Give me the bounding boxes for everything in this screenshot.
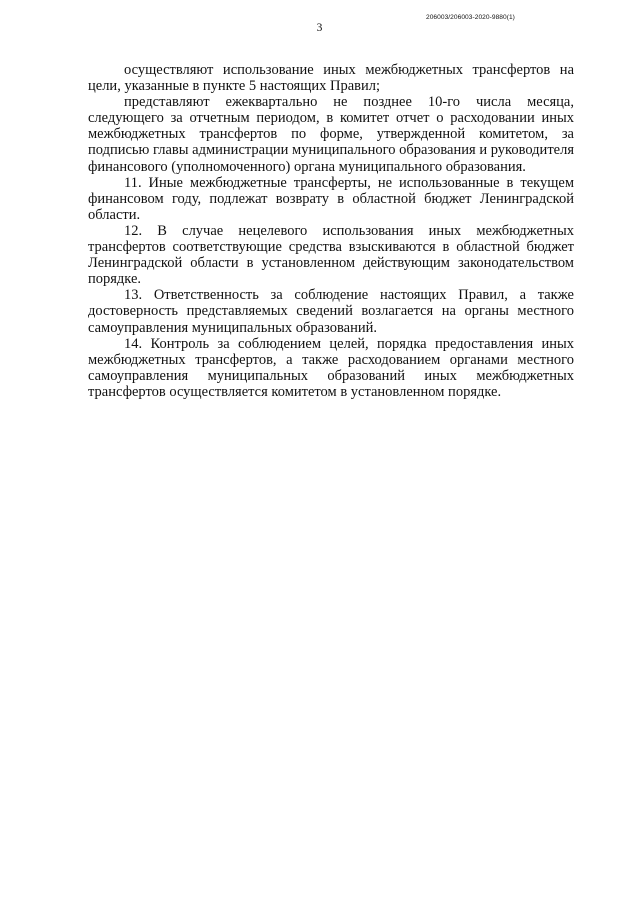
document-body bbox=[88, 62, 574, 400]
document-code: 206003/206003-2020-9880(1) bbox=[426, 14, 515, 21]
paragraph-usage-obligation: осуществляют использование иных межбюджетных трансфертов на цели, указанные в пункте 5 настоящих Правил; bbox=[88, 62, 574, 95]
paragraph-12-misuse-recovery: 12. В случае нецелевого использования иных межбюджетных трансфертов соответствующие средства взыскиваются в областной бюджет Ленинградской области в установленном действующим законодательством порядке. bbox=[88, 222, 574, 288]
page-number: 3 bbox=[316, 22, 323, 34]
paragraph-13-responsibility: 13. Ответственность за соблюдение настоящих Правил, а также достоверность представляемых сведений возлагается на органы местного самоуправления муниципальных образований. bbox=[88, 287, 574, 336]
paragraph-11-unused-return: 11. Иные межбюджетные трансферты, не использованные в текущем финансовом году, подлежат возврату в областной бюджет Ленинградской области. bbox=[88, 174, 574, 223]
paragraph-14-control: 14. Контроль за соблюдением целей, порядка предоставления иных межбюджетных трансфертов, а также расходованием органами местного самоуправления муниципальных образований иных межбюджетных трансфертов осуществляется комитетом в установленном порядке. bbox=[88, 335, 574, 400]
paragraph-quarterly-report: представляют ежеквартально не позднее 10-го числа месяца, следующего за отчетным периодом, в комитет отчет о расходовании иных межбюджетных трансфертов по форме, утвержденной комитетом, за подписью главы администрации муниципального образования и руководителя финансового (уполномоченного) органа муниципального образования. bbox=[88, 94, 574, 175]
